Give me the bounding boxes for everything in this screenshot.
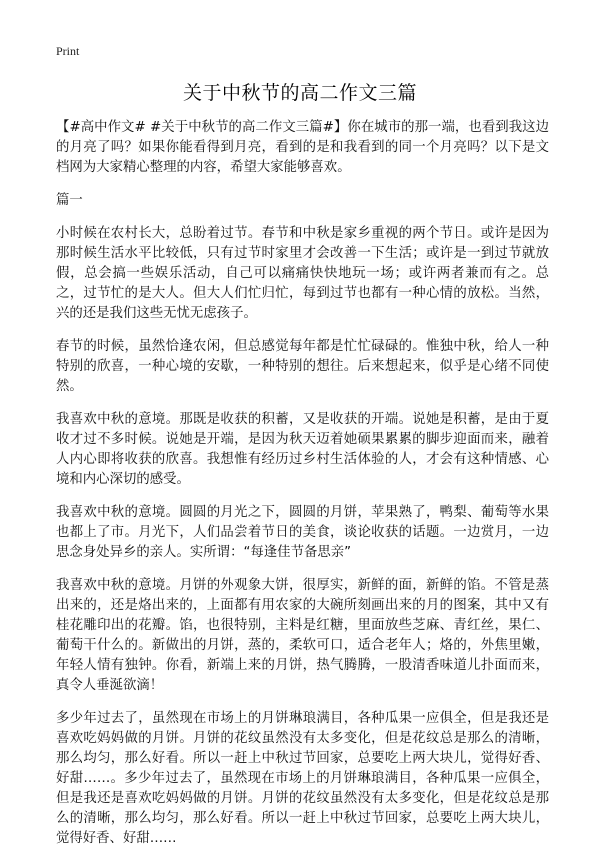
paragraph-mothers-mooncake: 多少年过去了，虽然现在市场上的月饼琳琅满目，各种瓜果一应俱全，但是我还是喜欢吃妈妈做的月饼。月饼的花纹虽然没有太多变化，但是花纹总是那么的清晰，那么均匀，那么好看。所以一赶上中秋过节回家，总要吃上两大块儿，觉得好香、好甜……。多少年过去了，虽然现在市场上的月饼琳琅满目，各种瓜果一应俱全，但是我还是喜欢吃妈妈做的月饼。月饼的花纹虽然没有太多变化，但是花纹总是那么的清晰，那么均匀，那么好看。所以一赶上中秋过节回家，总要吃上两大块儿，觉得好香、好甜…… bbox=[56, 711, 549, 846]
paragraph-spring-festival: 春节的时候，虽然恰逢农闲，但总感觉每年都是忙忙碌碌的。惟独中秋，给人一种特别的欣喜，一种心境的安歇，一种特别的想往。后来想起来，似乎是心绪不同使然。 bbox=[56, 339, 549, 394]
intro-paragraph: 【#高中作文# #关于中秋节的高二作文三篇#】你在城市的那一端，也看到我这边的月亮了吗？如果你能看得到月亮，看到的是和我看到的同一个月亮吗？以下是文档网为大家精心整理的内容，希望大家能够喜欢。 bbox=[56, 120, 549, 175]
document-body bbox=[56, 118, 549, 862]
paragraph-childhood-festivals: 小时候在农村长大，总盼着过节。春节和中秋是家乡重视的两个节日。或许是因为那时候生活水平比较低，只有过节时家里才会改善一下生活；或许是一到过节就放假，总会搞一些娱乐活动，自己可以痛痛快快地玩一场；或许两者兼而有之。总之，过节忙的是大人。但大人们忙归忙，每到过节也都有一种心情的放松。当然，兴的还是我们这些无忧无虑孩子。 bbox=[56, 226, 549, 321]
paragraph-harvest-mood: 我喜欢中秋的意境。那既是收获的积蓄，又是收获的开端。说她是积蓄，是由于夏收才过不多时候。说她是开端，是因为秋天迈着她硕果累累的脚步迎面而来，融着人内心即将收获的欣喜。我想惟有经历过乡村生活体验的人，才会有这种情感、心境和内心深切的感受。 bbox=[56, 412, 549, 487]
document-title: 关于中秋节的高二作文三篇 bbox=[182, 82, 417, 104]
paragraph-moonlight: 我喜欢中秋的意境。圆圆的月光之下，圆圆的月饼，苹果熟了，鸭梨、葡萄等水果也都上了市。月光下，人们品尝着节日的美食，谈论收获的话题。一边赏月，一边思念身处异乡的亲人。实所谓：“每逢佳节备思亲” bbox=[56, 505, 549, 560]
section-heading: 篇一 bbox=[56, 193, 83, 208]
print-label: Print bbox=[56, 44, 80, 58]
paragraph-mooncake: 我喜欢中秋的意境。月饼的外观象大饼，很厚实，新鲜的面，新鲜的馅。不管是蒸出来的，还是烙出来的，上面都有用农家的大碗所刻画出来的月的图案，其中又有桂花雕印出的花瓣。馅，也很特别，主料是红糖，里面放些芝麻、青红丝，果仁、葡萄干什么的。新做出的月饼，蒸的，柔软可口，适合老年人；烙的，外焦里嫩，年轻人情有独钟。你看，新端上来的月饼，热气腾腾，一股清香味道儿扑面而来，真令人垂涎欲滴！ bbox=[56, 578, 549, 693]
